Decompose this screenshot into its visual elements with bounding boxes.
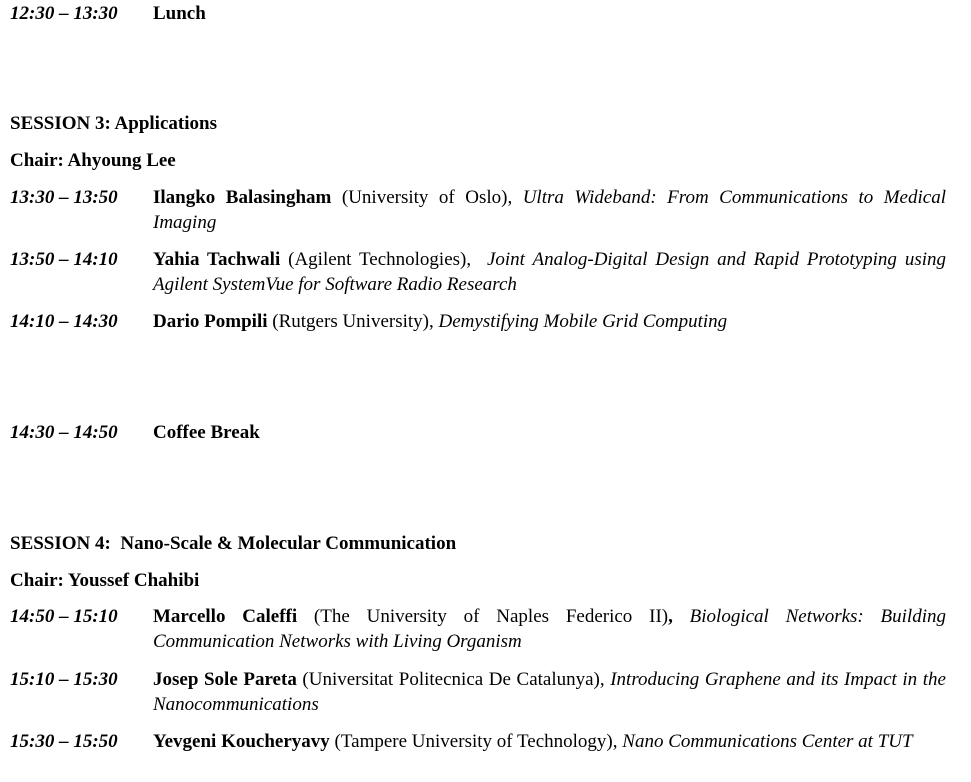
session4-talk-2 xyxy=(10,667,946,717)
talk-title: Joint Analog-Digital Design and Rapid Prototyping using Agilent SystemVue for Software Radio Research xyxy=(153,249,946,295)
talk-time: 15:30 – 15:50 xyxy=(10,731,118,752)
talk-title: Nano Communications Center at TUT xyxy=(622,731,913,752)
coffee-break-row xyxy=(10,420,946,445)
talk-time: 13:50 – 14:10 xyxy=(10,249,118,270)
talk-time: 14:50 – 15:10 xyxy=(10,606,118,627)
talk-details xyxy=(153,185,946,235)
talk-affiliation: (Universitat Politecnica De Catalunya), xyxy=(296,669,611,690)
lunch-label: Lunch xyxy=(153,3,206,24)
talk-details xyxy=(153,667,946,717)
talk-details xyxy=(153,729,946,754)
session4-title: SESSION 4: Nano-Scale & Molecular Communication xyxy=(10,533,457,554)
lunch-row xyxy=(10,1,946,26)
talk-separator: , xyxy=(668,606,690,627)
talk-affiliation: (Rutgers University), xyxy=(267,311,439,332)
talk-title: Ultra Wideband: From Communications to Medical Imaging xyxy=(153,187,946,233)
talk-title: Demystifying Mobile Grid Computing xyxy=(438,311,728,332)
talk-details xyxy=(153,247,946,297)
talk-affiliation: (Agilent Technologies), xyxy=(280,249,487,270)
talk-speaker: Dario Pompili xyxy=(153,311,268,332)
talk-details xyxy=(153,604,946,654)
session4-talk-1 xyxy=(10,604,946,654)
talk-time: 13:30 – 13:50 xyxy=(10,187,118,208)
session3-talk-3 xyxy=(10,309,946,334)
session3-title: SESSION 3: Applications xyxy=(10,113,217,134)
session4-chair: Chair: Youssef Chahibi xyxy=(10,570,200,591)
lunch-time: 12:30 – 13:30 xyxy=(10,3,118,24)
talk-title: Biological Networks: Building Communication Networks with Living Organism xyxy=(153,606,946,652)
talk-speaker: Ilangko Balasingham xyxy=(153,187,332,208)
session3-talk-1 xyxy=(10,185,946,235)
talk-affiliation: (Tampere University of Technology), xyxy=(329,731,623,752)
session4-talk-3 xyxy=(10,729,946,754)
session3-chair: Chair: Ahyoung Lee xyxy=(10,150,176,171)
talk-speaker: Yevgeni Koucheryavy xyxy=(153,731,330,752)
talk-title: Introducing Graphene and its Impact in the Nanocommunications xyxy=(153,669,946,715)
talk-time: 14:10 – 14:30 xyxy=(10,311,118,332)
talk-details xyxy=(153,309,946,334)
talk-speaker: Josep Sole Pareta xyxy=(153,669,297,690)
session3-talk-2 xyxy=(10,247,946,297)
talk-speaker: Marcello Caleffi xyxy=(153,606,298,627)
talk-time: 15:10 – 15:30 xyxy=(10,669,118,690)
talk-speaker: Yahia Tachwali xyxy=(153,249,281,270)
coffee-break-time: 14:30 – 14:50 xyxy=(10,422,118,443)
talk-affiliation: (University of Oslo), xyxy=(331,187,523,208)
coffee-break-label: Coffee Break xyxy=(153,422,260,443)
talk-affiliation: (The University of Naples Federico II) xyxy=(297,606,669,627)
